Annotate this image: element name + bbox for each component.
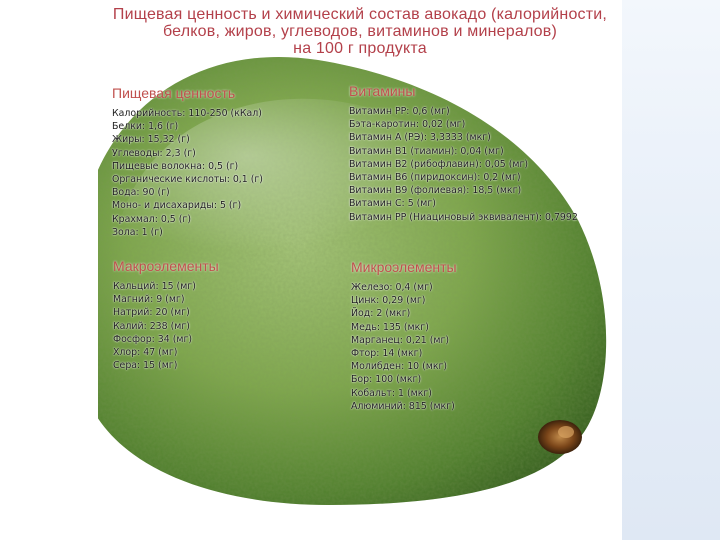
list-item: Молибден: 10 (мкг) (351, 361, 448, 373)
nutrition-list (112, 107, 263, 239)
list-item: Калий: 238 (мг) (113, 320, 190, 332)
micro-heading: Микроэлементы (351, 259, 457, 275)
list-item: Железо: 0,4 (мг) (351, 282, 433, 293)
list-item: Витамин В9 (фолиевая): 18,5 (мкг) (349, 185, 522, 197)
nutrition-heading: Пищевая ценность (112, 85, 236, 101)
micro-section (351, 259, 457, 413)
list-item: Моно- и дисахариды: 5 (г) (112, 200, 242, 212)
list-item: Зола: 1 (г) (112, 226, 163, 238)
list-item: Бэта-каротин: 0,02 (мг) (349, 119, 466, 131)
slide-title (98, 6, 622, 57)
list-item: Кальций: 15 (мг) (113, 281, 196, 292)
title-line-3: на 100 г продукта (293, 40, 427, 57)
list-item: Углеводы: 2,3 (г) (112, 147, 196, 159)
title-line-2: белков, жиров, углеводов, витаминов и минералов) (163, 23, 557, 40)
list-item: Фтор: 14 (мкг) (351, 348, 423, 360)
vitamins-heading: Витамины (349, 83, 416, 99)
list-item: Калорийность: 110-250 (кКал) (112, 108, 262, 119)
list-item: Магний: 9 (мг) (113, 294, 185, 306)
list-item: Витамин А (РЭ): 3,3333 (мкг) (349, 132, 491, 144)
nutrition-section (112, 85, 263, 239)
content-panel (98, 0, 622, 540)
list-item: Витамин В2 (рибофлавин): 0,05 (мг) (349, 158, 529, 170)
list-item: Марганец: 0,21 (мг) (351, 334, 450, 346)
list-item: Бор: 100 (мкг) (351, 374, 422, 386)
list-item: Витамин PP (Ниациновый эквивалент): 0,7992 (349, 211, 578, 223)
macro-list (113, 280, 219, 372)
micro-list (351, 281, 457, 413)
list-item: Витамин PP: 0,6 (мг) (349, 106, 450, 117)
avocado-stem (538, 420, 582, 454)
title-line-1: Пищевая ценность и химический состав авокадо (калорийности, (112, 6, 608, 23)
right-decoration-panel (622, 0, 720, 540)
vitamins-list (349, 105, 578, 224)
list-item: Алюминий: 815 (мкг) (351, 400, 455, 412)
list-item: Медь: 135 (мкг) (351, 321, 429, 333)
list-item: Органические кислоты: 0,1 (г) (112, 174, 263, 186)
list-item: Крахмал: 0,5 (г) (112, 213, 191, 225)
list-item: Кобальт: 1 (мкг) (351, 387, 432, 399)
list-item: Йод: 2 (мкг) (351, 308, 411, 320)
list-item: Вода: 90 (г) (112, 187, 170, 199)
list-item: Витамин В1 (тиамин): 0,04 (мг) (349, 145, 504, 157)
vitamins-section (349, 83, 578, 224)
list-item: Белки: 1,6 (г) (112, 121, 179, 133)
list-item: Пищевые волокна: 0,5 (г) (112, 160, 239, 172)
macro-heading: Макроэлементы (113, 258, 219, 274)
macro-section (113, 258, 219, 372)
list-item: Хлор: 47 (мг) (113, 347, 178, 359)
list-item: Витамин С: 5 (мг) (349, 198, 436, 210)
list-item: Сера: 15 (мг) (113, 360, 178, 372)
list-item: Витамин В6 (пиридоксин): 0,2 (мг) (349, 172, 521, 184)
list-item: Цинк: 0,29 (мг) (351, 295, 426, 307)
list-item: Фосфор: 34 (мг) (113, 333, 193, 345)
list-item: Жиры: 15,32 (г) (112, 134, 190, 146)
list-item: Натрий: 20 (мг) (113, 307, 190, 319)
